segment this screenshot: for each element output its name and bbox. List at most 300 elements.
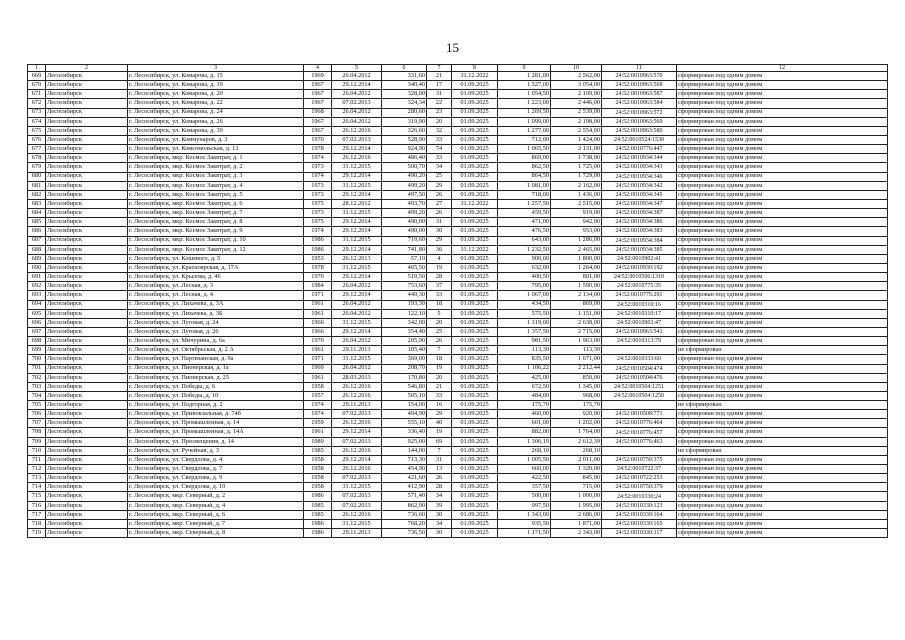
land-status-cell: сформирован под одним домом (677, 291, 888, 300)
build-year-cell: 1967 (304, 117, 332, 126)
row-number-cell: 683 (28, 199, 46, 208)
table-row (28, 254, 888, 263)
area-cell: 719,60 (382, 236, 427, 245)
total-cost-cell: 2 011,00 (551, 455, 602, 464)
total-cost-cell: 2 465,00 (551, 245, 602, 254)
deadline-cell: 01.09.2025 (452, 254, 498, 263)
column-header: 9 (498, 65, 551, 72)
build-year-cell: 1961 (304, 346, 332, 355)
area-cell: 331,60 (382, 72, 427, 81)
residents-cell: 23 (427, 108, 452, 117)
municipality-cell: Лесосибирск (46, 327, 128, 336)
residents-cell: 37 (427, 282, 452, 291)
cost-cell: 575,50 (498, 309, 551, 318)
cost-cell: 643,00 (498, 236, 551, 245)
cost-cell: 1 099,00 (498, 117, 551, 126)
cadastral-number-cell: 24:52:0010330:165 (602, 519, 677, 528)
total-cost-cell: 2 131,00 (551, 145, 602, 154)
area-cell: 57,10 (382, 254, 427, 263)
area-cell: 154,00 (382, 401, 427, 410)
deadline-cell: 01.09.2025 (452, 428, 498, 437)
row-number-cell: 676 (28, 135, 46, 144)
address-cell: г. Лесосибирск, ул. Крылова, д. 46 (128, 273, 304, 282)
column-header: 2 (46, 65, 128, 72)
municipality-cell: Лесосибирск (46, 81, 128, 90)
address-cell: г. Лесосибирск, ул. Красноярская, д. 17А (128, 263, 304, 272)
inclusion-date-cell: 29.12.2014 (332, 190, 382, 199)
deadline-cell: 01.09.2025 (452, 145, 498, 154)
cost-cell: 1 319,00 (498, 318, 551, 327)
municipality-cell: Лесосибирск (46, 90, 128, 99)
build-year-cell: 1989 (304, 437, 332, 446)
build-year-cell: 1971 (304, 355, 332, 364)
residents-cell: 25 (427, 327, 452, 336)
address-cell: г. Лесосибирск, ул. Комарова, д. 20 (128, 90, 304, 99)
cost-cell: 476,50 (498, 227, 551, 236)
deadline-cell: 01.09.2025 (452, 300, 498, 309)
inclusion-date-cell: 26.12.2016 (332, 510, 382, 519)
row-number-cell: 689 (28, 254, 46, 263)
land-status-cell: сформирован под одним домом (677, 145, 888, 154)
residents-cell: 34 (427, 492, 452, 501)
row-number-cell: 690 (28, 263, 46, 272)
area-cell: 500,70 (382, 163, 427, 172)
residents-cell: 19 (427, 364, 452, 373)
address-cell: г. Лесосибирск, мкр. Космос Заквтрат, д. 1 (128, 154, 304, 163)
total-cost-cell: 2 134,00 (551, 291, 602, 300)
area-cell: 490,20 (382, 172, 427, 181)
column-header: 3 (128, 65, 304, 72)
area-cell: 354,40 (382, 327, 427, 336)
cadastral-number-cell: 24:52:0010934:344 (602, 154, 677, 163)
deadline-cell: 01.09.2025 (452, 309, 498, 318)
table-row (28, 154, 888, 163)
residents-cell: 13 (427, 465, 452, 474)
table-row (28, 245, 888, 254)
build-year-cell: 1958 (304, 465, 332, 474)
address-cell: г. Лесосибирск, ул. Комарова, д. 24 (128, 108, 304, 117)
municipality-cell: Лесосибирск (46, 465, 128, 474)
address-cell: г. Лесосибирск, ул. Свердлова, д. 9 (128, 474, 304, 483)
land-status-cell: сформирован под одним домом (677, 437, 888, 446)
land-status-cell: сформирован под одним домом (677, 99, 888, 108)
total-cost-cell: 2 612,39 (551, 437, 602, 446)
deadline-cell: 01.09.2025 (452, 190, 498, 199)
row-number-cell: 705 (28, 401, 46, 410)
municipality-cell: Лесосибирск (46, 145, 128, 154)
inclusion-date-cell: 26.04.2012 (332, 117, 382, 126)
build-year-cell: 1961 (304, 300, 332, 309)
residents-cell: 21 (427, 382, 452, 391)
municipality-cell: Лесосибирск (46, 355, 128, 364)
deadline-cell: 01.09.2025 (452, 236, 498, 245)
area-cell: 753,60 (382, 282, 427, 291)
deadline-cell: 01.09.2025 (452, 209, 498, 218)
inclusion-date-cell: 07.02.2013 (332, 99, 382, 108)
deadline-cell: 01.09.2025 (452, 108, 498, 117)
build-year-cell: 1984 (304, 282, 332, 291)
inclusion-date-cell: 29.12.2014 (332, 172, 382, 181)
table-row (28, 199, 888, 208)
cost-cell: 1 223,00 (498, 99, 551, 108)
deadline-cell: 01.09.2025 (452, 327, 498, 336)
residents-cell: 21 (427, 72, 452, 81)
cost-cell: 425,00 (498, 373, 551, 382)
cost-cell: 175,70 (498, 401, 551, 410)
inclusion-date-cell: 31.12.2015 (332, 519, 382, 528)
land-status-cell: сформирован под одним домом (677, 309, 888, 318)
residents-cell: 25 (427, 172, 452, 181)
municipality-cell: Лесосибирск (46, 163, 128, 172)
column-header: 7 (427, 65, 452, 72)
inclusion-date-cell: 29.11.2013 (332, 529, 382, 538)
land-status-cell: сформирован под одним домом (677, 474, 888, 483)
land-status-cell: сформирован под одним домом (677, 455, 888, 464)
table-row (28, 337, 888, 346)
deadline-cell: 01.09.2025 (452, 337, 498, 346)
row-number-cell: 702 (28, 373, 46, 382)
land-status-cell: сформирован под одним домом (677, 135, 888, 144)
cost-cell: 660,00 (498, 465, 551, 474)
table-row (28, 519, 888, 528)
municipality-cell: Лесосибирск (46, 181, 128, 190)
municipality-cell: Лесосибирск (46, 273, 128, 282)
total-cost-cell: 113,30 (551, 346, 602, 355)
table-row (28, 135, 888, 144)
row-number-cell: 684 (28, 209, 46, 218)
row-number-cell: 671 (28, 90, 46, 99)
address-cell: г. Лесосибирск, ул. Просвещения, д. 14 (128, 437, 304, 446)
cadastral-number-cell: 24:52:0010934:347 (602, 199, 677, 208)
total-cost-cell: 1 671,00 (551, 355, 602, 364)
total-cost-cell: 2 554,00 (551, 126, 602, 135)
build-year-cell: 1975 (304, 218, 332, 227)
inclusion-date-cell: 31.12.2015 (332, 181, 382, 190)
cost-cell: 500,00 (498, 492, 551, 501)
land-status-cell: не сформирован (677, 446, 888, 455)
residents-cell: 28 (427, 273, 452, 282)
area-cell: 499,20 (382, 181, 427, 190)
area-cell: 505,10 (382, 391, 427, 400)
cost-cell: 869,00 (498, 154, 551, 163)
address-cell: г. Лесосибирск, ул. Свердлова, д. 10 (128, 483, 304, 492)
land-status-cell: сформирован под одним домом (677, 245, 888, 254)
build-year-cell: 1970 (304, 273, 332, 282)
cost-cell: 835,50 (498, 355, 551, 364)
residents-cell: 31 (427, 218, 452, 227)
table-row (28, 446, 888, 455)
table-row (28, 236, 888, 245)
municipality-cell: Лесосибирск (46, 391, 128, 400)
address-cell: г. Лесосибирск, ул. Победы, д. 10 (128, 391, 304, 400)
residents-cell: 31 (427, 90, 452, 99)
residents-cell: 27 (427, 199, 452, 208)
area-cell: 490,00 (382, 218, 427, 227)
row-number-cell: 682 (28, 190, 46, 199)
address-cell: г. Лесосибирск, ул. Октябрьская, д. 2 А (128, 346, 304, 355)
row-number-cell: 703 (28, 382, 46, 391)
area-cell: 170,80 (382, 373, 427, 382)
area-cell: 490,00 (382, 227, 427, 236)
deadline-cell: 01.09.2025 (452, 474, 498, 483)
cost-cell: 1 054,50 (498, 90, 551, 99)
table-row (28, 492, 888, 501)
land-status-cell: сформирован под одним домом (677, 172, 888, 181)
cadastral-number-cell: 24:52:0010330:123 (602, 501, 677, 510)
row-number-cell: 700 (28, 355, 46, 364)
cadastral-number-cell: 24:52:0010934:342 (602, 181, 677, 190)
header-row (28, 65, 888, 72)
inclusion-date-cell: 29.12.2014 (332, 81, 382, 90)
row-number-cell: 669 (28, 72, 46, 81)
land-status-cell: не сформирован (677, 401, 888, 410)
land-status-cell: сформирован под одним домом (677, 391, 888, 400)
cost-cell: 1 343,00 (498, 510, 551, 519)
municipality-cell: Лесосибирск (46, 263, 128, 272)
area-cell: 528,90 (382, 135, 427, 144)
address-cell: г. Лесосибирск, мкр. Космос Заквтрат, д. 10 (128, 236, 304, 245)
cadastral-number-cell: 24:52:0010776:457 (602, 428, 677, 437)
address-cell: г. Лесосибирск, ул. Ручейная, д. 3 (128, 446, 304, 455)
cost-cell: 459,50 (498, 209, 551, 218)
address-cell: г. Лесосибирск, мкр. Космос Заквтрат, д. 5 (128, 190, 304, 199)
address-cell: г. Лесосибирск, ул. Комарова, д. 15 (128, 72, 304, 81)
inclusion-date-cell: 28.03.2013 (332, 373, 382, 382)
address-cell: г. Лесосибирск, мкр. Космос Заквтрат, д. 3 (128, 172, 304, 181)
row-number-cell: 694 (28, 300, 46, 309)
residents-cell: 30 (427, 529, 452, 538)
address-cell: г. Лесосибирск, ул. Лесная, д. 4 (128, 291, 304, 300)
inclusion-date-cell: 29.12.2014 (332, 227, 382, 236)
cost-cell: 1 527,00 (498, 81, 551, 90)
column-header: 4 (304, 65, 332, 72)
table-row (28, 99, 888, 108)
table-row (28, 346, 888, 355)
municipality-cell: Лесосибирск (46, 72, 128, 81)
deadline-cell: 01.09.2025 (452, 355, 498, 364)
deadline-cell: 01.09.2025 (452, 163, 498, 172)
row-number-cell: 672 (28, 99, 46, 108)
row-number-cell: 719 (28, 529, 46, 538)
residents-cell: 18 (427, 300, 452, 309)
row-number-cell: 696 (28, 318, 46, 327)
table-row (28, 218, 888, 227)
municipality-cell: Лесосибирск (46, 401, 128, 410)
deadline-cell: 01.09.2025 (452, 373, 498, 382)
cadastral-number-cell: 24:52:0010775:35 (602, 282, 677, 291)
municipality-cell: Лесосибирск (46, 410, 128, 419)
table-row (28, 263, 888, 272)
address-cell: г. Лесосибирск, ул. Пионерская, д. 1а (128, 364, 304, 373)
total-cost-cell: 2 515,00 (551, 199, 602, 208)
area-cell: 319,90 (382, 117, 427, 126)
cadastral-number-cell: 24:52:0010934:387 (602, 209, 677, 218)
cadastral-number-cell: 24:52:0010310:16 (602, 300, 677, 309)
cost-cell: 422,50 (498, 474, 551, 483)
build-year-cell: 1973 (304, 181, 332, 190)
build-year-cell: 1986 (304, 519, 332, 528)
column-header: 10 (551, 65, 602, 72)
table-row (28, 391, 888, 400)
cadastral-number-cell: 24:52:0010776:463 (602, 437, 677, 446)
cadastral-number-cell: 24:52:0010934:345 (602, 190, 677, 199)
inclusion-date-cell: 29.12.2014 (332, 428, 382, 437)
column-header: 1 (28, 65, 46, 72)
municipality-cell: Лесосибирск (46, 474, 128, 483)
municipality-cell: Лесосибирск (46, 364, 128, 373)
residents-cell: 20 (427, 373, 452, 382)
table-row (28, 181, 888, 190)
deadline-cell: 01.09.2025 (452, 135, 498, 144)
cost-cell: 268,10 (498, 446, 551, 455)
cadastral-number-cell: 24:52:0010934:346 (602, 172, 677, 181)
deadline-cell: 01.09.2025 (452, 492, 498, 501)
area-cell: 486,40 (382, 154, 427, 163)
table-row (28, 382, 888, 391)
land-status-cell: сформирован под одним домом (677, 154, 888, 163)
area-cell: 412,90 (382, 483, 427, 492)
residents-cell: 7 (427, 446, 452, 455)
land-status-cell: сформирован под одним домом (677, 117, 888, 126)
inclusion-date-cell: 26.04.2012 (332, 309, 382, 318)
build-year-cell: 1959 (304, 419, 332, 428)
inclusion-date-cell: 07.02.2013 (332, 474, 382, 483)
deadline-cell: 01.09.2025 (452, 510, 498, 519)
row-number-cell: 710 (28, 446, 46, 455)
cadastral-number-cell (602, 346, 677, 355)
area-cell: 122,10 (382, 309, 427, 318)
table-row (28, 373, 888, 382)
row-number-cell: 701 (28, 364, 46, 373)
total-cost-cell: 968,00 (551, 391, 602, 400)
land-status-cell: сформирован под одним домом (677, 355, 888, 364)
residents-cell: 34 (427, 163, 452, 172)
deadline-cell: 01.09.2025 (452, 519, 498, 528)
inclusion-date-cell: 29.11.2013 (332, 401, 382, 410)
address-cell: г. Лесосибирск, ул. Лихачева, д. 3Б (128, 309, 304, 318)
deadline-cell: 01.09.2025 (452, 172, 498, 181)
row-number-cell: 713 (28, 474, 46, 483)
total-cost-cell: 1 320,00 (551, 465, 602, 474)
build-year-cell: 1967 (304, 90, 332, 99)
residents-cell: 28 (427, 483, 452, 492)
inclusion-date-cell: 26.12.2016 (332, 391, 382, 400)
table-row (28, 227, 888, 236)
deadline-cell: 01.09.2025 (452, 273, 498, 282)
total-cost-cell: 1 286,00 (551, 236, 602, 245)
cadastral-number-cell: 24:52:0010722:253 (602, 474, 677, 483)
area-cell: 449,30 (382, 291, 427, 300)
address-cell: г. Лесосибирск, ул. Комарова, д. 26 (128, 117, 304, 126)
build-year-cell: 1974 (304, 172, 332, 181)
cadastral-number-cell: 24:52:0010963:580 (602, 126, 677, 135)
table-row (28, 209, 888, 218)
area-cell: 342,00 (382, 318, 427, 327)
table-row (28, 410, 888, 419)
build-year-cell: 1975 (304, 199, 332, 208)
build-year-cell: 1985 (304, 510, 332, 519)
total-cost-cell: 1 436,00 (551, 190, 602, 199)
build-year-cell: 1986 (304, 236, 332, 245)
land-status-cell: сформирован под одним домом (677, 90, 888, 99)
area-cell: 144,00 (382, 446, 427, 455)
municipality-cell: Лесосибирск (46, 510, 128, 519)
land-status-cell: сформирован под одним домом (677, 181, 888, 190)
land-status-cell: сформирован под одним домом (677, 373, 888, 382)
land-status-cell: сформирован под одним домом (677, 209, 888, 218)
inclusion-date-cell: 26.12.2016 (332, 382, 382, 391)
total-cost-cell: 953,00 (551, 227, 602, 236)
build-year-cell: 1974 (304, 401, 332, 410)
inclusion-date-cell: 26.12.2016 (332, 126, 382, 135)
municipality-cell: Лесосибирск (46, 172, 128, 181)
cadastral-number-cell: 24:52:0010504:1251 (602, 382, 677, 391)
total-cost-cell: 1 725,00 (551, 163, 602, 172)
land-status-cell: не сформирован (677, 346, 888, 355)
row-number-cell: 674 (28, 117, 46, 126)
residents-cell: 20 (427, 117, 452, 126)
column-header: 6 (382, 65, 427, 72)
residents-cell: 19 (427, 428, 452, 437)
page-number: 15 (446, 40, 459, 55)
residents-cell: 69 (427, 437, 452, 446)
municipality-cell: Лесосибирск (46, 419, 128, 428)
residents-cell: 4 (427, 254, 452, 263)
cadastral-number-cell: 24:52:0010902:41 (602, 254, 677, 263)
cadastral-number-cell: 24:52:0010963:541 (602, 327, 677, 336)
build-year-cell: 1969 (304, 72, 332, 81)
cost-cell: 1 005,50 (498, 455, 551, 464)
municipality-cell: Лесосибирск (46, 483, 128, 492)
municipality-cell: Лесосибирск (46, 282, 128, 291)
address-cell: г. Лесосибирск, ул. Промышленная, д. 14 (128, 419, 304, 428)
deadline-cell: 01.09.2025 (452, 126, 498, 135)
municipality-cell: Лесосибирск (46, 382, 128, 391)
land-status-cell: сформирован под одним домом (677, 492, 888, 501)
row-number-cell: 681 (28, 181, 46, 190)
total-cost-cell: 1 590,00 (551, 282, 602, 291)
inclusion-date-cell: 29.11.2013 (332, 346, 382, 355)
table-row (28, 510, 888, 519)
table-row (28, 465, 888, 474)
build-year-cell: 1961 (304, 309, 332, 318)
area-cell: 494,90 (382, 410, 427, 419)
total-cost-cell: 801,00 (551, 273, 602, 282)
land-status-cell: сформирован под одним домом (677, 419, 888, 428)
table-row (28, 291, 888, 300)
land-status-cell: сформирован под одним домом (677, 501, 888, 510)
inclusion-date-cell: 07.02.2013 (332, 492, 382, 501)
inclusion-date-cell: 07.02.2013 (332, 410, 382, 419)
cost-cell: 113,30 (498, 346, 551, 355)
inclusion-date-cell: 28.12.2012 (332, 199, 382, 208)
area-cell: 193,30 (382, 300, 427, 309)
area-cell: 326,60 (382, 126, 427, 135)
deadline-cell: 01.09.2025 (452, 227, 498, 236)
inclusion-date-cell: 31.12.2015 (332, 355, 382, 364)
municipality-cell: Лесосибирск (46, 455, 128, 464)
inclusion-date-cell: 31.12.2015 (332, 209, 382, 218)
table-row (28, 501, 888, 510)
inclusion-date-cell: 29.12.2014 (332, 245, 382, 254)
address-cell: г. Лесосибирск, ул. Лесная, д. 3 (128, 282, 304, 291)
address-cell: г. Лесосибирск, ул. Комарова, д. 22 (128, 99, 304, 108)
area-cell: 736,50 (382, 529, 427, 538)
area-cell: 280,60 (382, 108, 427, 117)
land-status-cell: сформирован под одним домом (677, 263, 888, 272)
deadline-cell: 31.12.2022 (452, 199, 498, 208)
address-cell: г. Лесосибирск, мкр. Космос Заквтрат, д. 8 (128, 218, 304, 227)
